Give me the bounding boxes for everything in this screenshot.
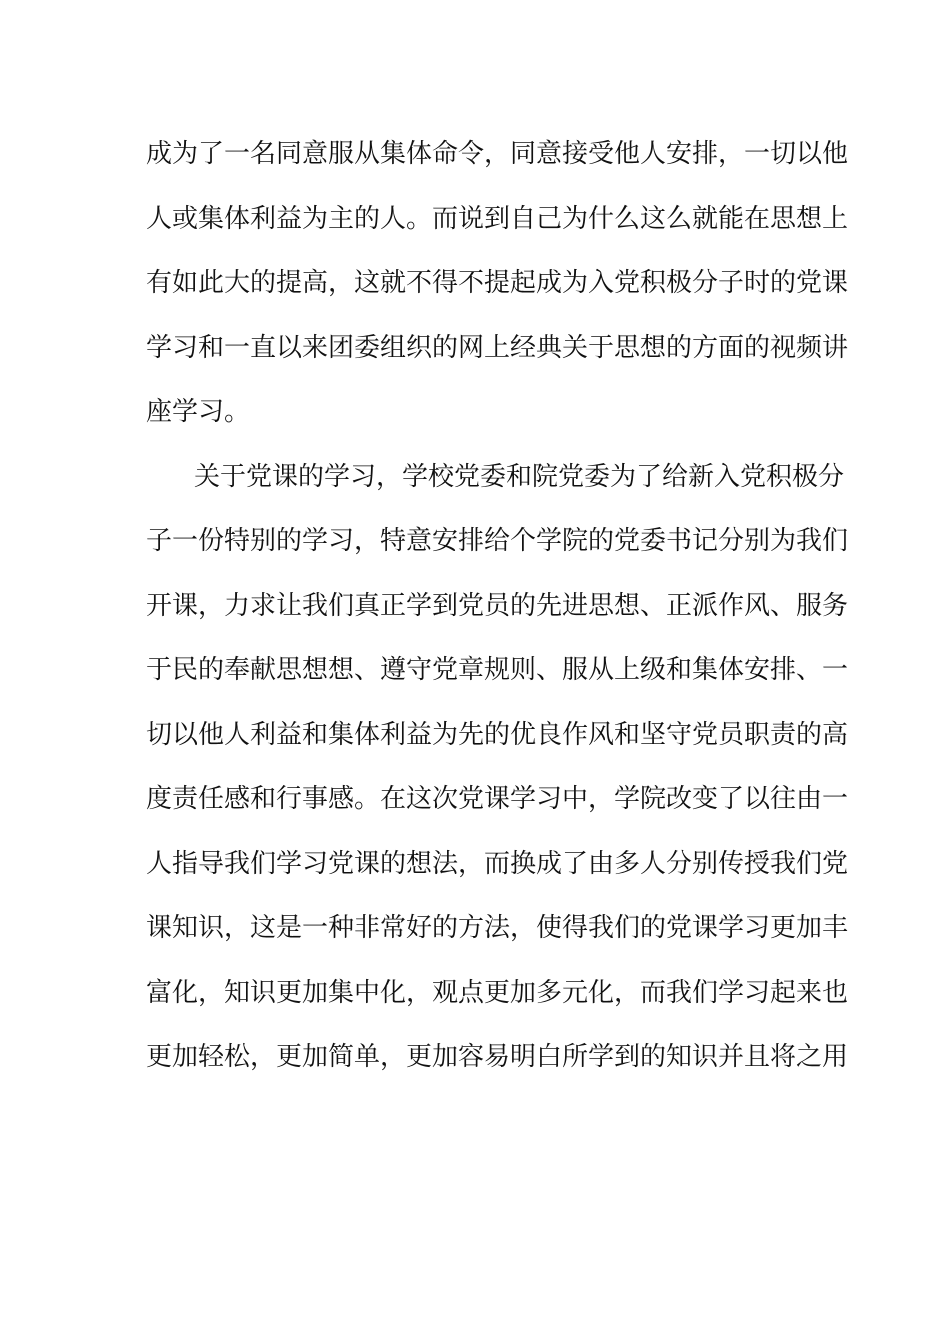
text-line: 于民的奉献思想想、遵守党章规则、服从上级和集体安排、一 (146, 655, 849, 685)
text-line: 座学习。 (146, 397, 251, 427)
body-text (146, 130, 849, 1098)
text-line: 子一份特别的学习，特意安排给个学院的党委书记分别为我们 (146, 526, 849, 556)
text-line: 富化，知识更加集中化，观点更加多元化，而我们学习起来也 (146, 977, 849, 1008)
text-line: 人指导我们学习党课的想法，而换成了由多人分别传授我们党 (146, 848, 849, 879)
text-line: 更加轻松，更加简单，更加容易明白所学到的知识并且将之用 (146, 1042, 849, 1072)
text-line: 度责任感和行事感。在这次党课学习中，学院改变了以往由一 (146, 784, 849, 814)
text-line: 成为了一名同意服从集体命令，同意接受他人安排，一切以他 (146, 139, 849, 169)
text-line: 学习和一直以来团委组织的网上经典关于思想的方面的视频讲 (146, 332, 849, 363)
paragraph-1 (146, 130, 849, 453)
text-line: 有如此大的提高，这就不得不提起成为入党积极分子时的党课 (146, 268, 849, 298)
text-line: 开课，力求让我们真正学到党员的先进思想、正派作风、服务 (146, 590, 849, 621)
text-line: 课知识，这是一种非常好的方法，使得我们的党课学习更加丰 (146, 913, 849, 943)
text-line: 切以他人利益和集体利益为先的优良作风和坚守党员职责的高 (146, 719, 849, 750)
paragraph-2 (146, 453, 849, 1098)
text-line: 关于党课的学习，学校党委和院党委为了给新入党积极分 (194, 461, 845, 492)
text-line: 人或集体利益为主的人。而说到自己为什么这么就能在思想上 (146, 203, 849, 234)
